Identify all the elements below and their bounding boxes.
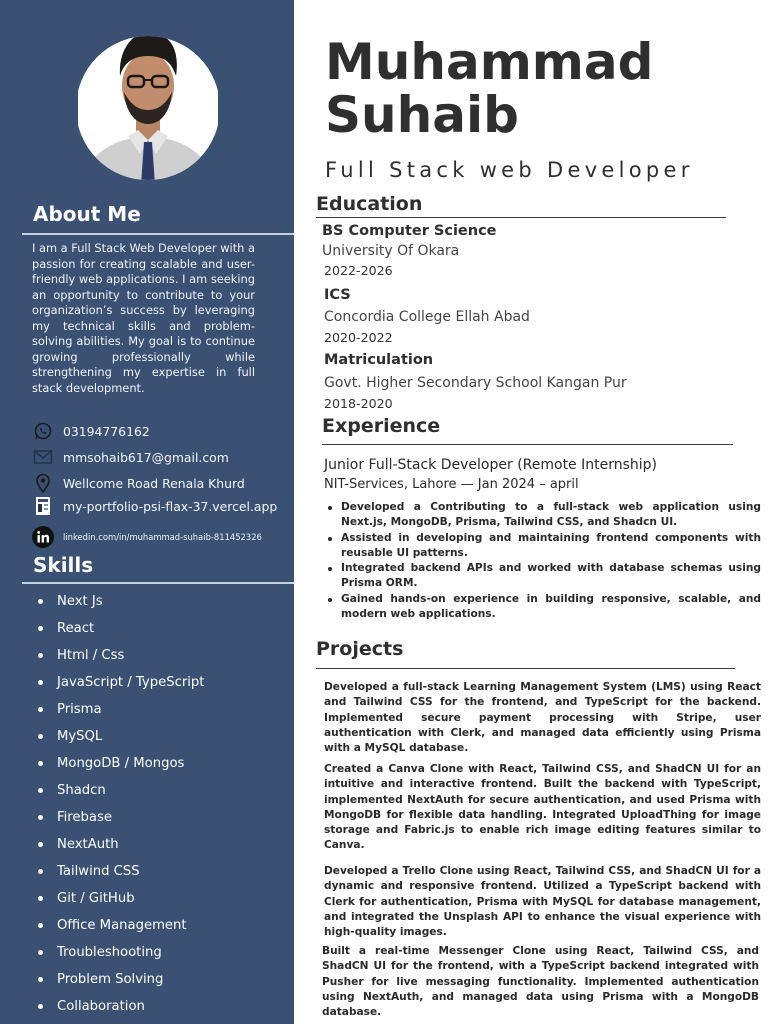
linkedin-icon [32, 527, 54, 547]
skill-item [38, 939, 204, 966]
project-description: Developed a full-stack Learning Management System (LMS) using React and Tailwind CSS for the frontend, and TypeScript for the backend. Implemented secure payment processing with Stripe, user authentication with Clerk, and managed data efficiently using Prisma with a MySQL database. [324, 681, 761, 755]
skill-label: Html / Css [57, 648, 125, 663]
bullet-icon [38, 653, 43, 658]
project-description: Developed a Trello Clone using React, Tailwind CSS, and ShadCN UI for a dynamic and responsive frontend. Utilized a TypeScript backend with Clerk for authentication, Prisma with MySQL for database management, and integrated the Unsplash API to enhance the visual experience with high-quality images. [324, 865, 761, 939]
profile-photo [78, 20, 218, 185]
contact-email[interactable] [32, 447, 229, 467]
skill-item [38, 642, 204, 669]
bullet-icon [38, 842, 43, 847]
skill-label: Prisma [57, 702, 102, 717]
job-title: Junior Full-Stack Developer (Remote Internship) [324, 457, 658, 473]
about-divider [22, 233, 294, 235]
skill-label: Next Js [57, 594, 103, 609]
whatsapp-icon [32, 421, 54, 441]
sidebar [0, 0, 294, 1024]
skill-item [38, 669, 204, 696]
skill-item [38, 723, 204, 750]
linkedin-link[interactable]: linkedin.com/in/muhammad-suhaib-811452326 [63, 532, 262, 542]
skill-item [38, 885, 204, 912]
bullet-icon [38, 680, 43, 685]
education-degree: Matriculation [324, 352, 434, 368]
bullet-icon [38, 1004, 43, 1009]
skill-item [38, 804, 204, 831]
skill-item [38, 831, 204, 858]
bullet-icon [38, 815, 43, 820]
projects-heading: Projects [316, 638, 404, 660]
education-degree: ICS [324, 287, 351, 303]
skill-item [38, 966, 204, 993]
bullet-icon [38, 896, 43, 901]
email-address: mmsohaib617@gmail.com [63, 449, 229, 465]
project-description: Created a Canva Clone with React, Tailwind CSS, and ShadCN UI for an intuitive and interactive frontend. Built the backend with TypeScript, implemented NextAuth for secure authentication, and used Prisma with MongoDB for flexible data handling. Integrated UploadThing for image storage and Fabric.js to enable rich image editing features similar to Canva. [324, 763, 761, 852]
contact-portfolio[interactable] [32, 496, 277, 516]
experience-bullet: Assisted in developing and maintaining frontend components with reusable UI patterns. [324, 531, 761, 562]
skill-label: MongoDB / Mongos [57, 756, 185, 771]
skill-label: MySQL [57, 729, 103, 744]
bullet-icon [38, 626, 43, 631]
skill-label: Git / GitHub [57, 891, 135, 906]
contact-address [32, 473, 245, 493]
contact-linkedin[interactable] [32, 527, 262, 547]
address-text: Wellcome Road Renala Khurd [63, 475, 245, 491]
skill-label: Shadcn [57, 783, 106, 798]
education-institution: University Of Okara [322, 243, 460, 259]
job-role: Full Stack web Developer [325, 158, 694, 182]
portfolio-icon [32, 496, 54, 516]
location-pin-icon [32, 473, 54, 493]
projects-divider [316, 668, 735, 669]
skills-heading: Skills [33, 553, 94, 577]
skill-item [38, 588, 204, 615]
contact-phone[interactable] [32, 421, 150, 441]
skill-item [38, 615, 204, 642]
skill-item [38, 993, 204, 1020]
skill-label: Collaboration [57, 999, 145, 1014]
skill-label: Tailwind CSS [57, 864, 140, 879]
email-icon [32, 447, 54, 467]
bullet-icon [38, 599, 43, 604]
skill-label: React [57, 621, 95, 636]
experience-divider [322, 444, 733, 445]
about-heading: About Me [33, 202, 141, 226]
bullet-icon [38, 788, 43, 793]
education-degree: BS Computer Science [322, 223, 497, 239]
skills-list [38, 588, 204, 1020]
bullet-icon [38, 977, 43, 982]
skill-label: JavaScript / TypeScript [57, 675, 205, 690]
bullet-icon [38, 734, 43, 739]
skill-item [38, 777, 204, 804]
experience-bullet: Integrated backend APIs and worked with database schemas using Prisma ORM. [324, 561, 761, 592]
experience-bullets [324, 500, 761, 622]
skill-label: Troubleshooting [57, 945, 162, 960]
skill-label: Firebase [57, 810, 112, 825]
about-text: I am a Full Stack Web Developer with a passion for creating scalable and user-friendly web applications. I am seeking an opportunity to contribute to your organization’s success by leveraging my technical skills and problem-solving abilities. My goal is to continue growing professionally while strengthening my expertise in full stack development. [32, 241, 255, 395]
skill-item [38, 858, 204, 885]
profile-photo-avatar-icon [78, 20, 218, 185]
project-description: Built a real-time Messenger Clone using React, Tailwind CSS, and ShadCN UI for the frontend, with a TypeScript backend integrated with Pusher for live messaging functionality. Implemented authentication using NextAuth, and managed data using Prisma with a MongoDB database. [322, 945, 759, 1019]
experience-bullet: Gained hands-on experience in building responsive, scalable, and modern web applications. [324, 592, 761, 623]
portfolio-link[interactable]: my-portfolio-psi-flax-37.vercel.app [63, 498, 278, 514]
candidate-name: Muhammad Suhaib [325, 33, 654, 144]
phone-number: 03194776162 [63, 423, 150, 439]
experience-bullet: Developed a Contributing to a full-stack web application using Next.js, MongoDB, Prisma, Tailwind CSS, and Shadcn UI. [324, 500, 761, 531]
skill-item [38, 750, 204, 777]
skill-item [38, 696, 204, 723]
skill-item [38, 912, 204, 939]
education-divider [316, 217, 726, 218]
education-institution: Concordia College Ellah Abad [324, 309, 530, 325]
education-years: 2018-2020 [324, 396, 393, 411]
bullet-icon [38, 869, 43, 874]
bullet-icon [38, 923, 43, 928]
education-heading: Education [316, 193, 423, 215]
education-institution: Govt. Higher Secondary School Kangan Pur [324, 375, 627, 391]
experience-heading: Experience [322, 415, 441, 437]
education-years: 2022-2026 [324, 263, 393, 278]
skill-label: Problem Solving [57, 972, 164, 987]
skills-divider [22, 582, 294, 584]
skill-label: Office Management [57, 918, 187, 933]
bullet-icon [38, 761, 43, 766]
skill-label: NextAuth [57, 837, 119, 852]
job-company: NIT-Services, Lahore — Jan 2024 – april [324, 477, 579, 492]
bullet-icon [38, 950, 43, 955]
bullet-icon [38, 707, 43, 712]
education-years: 2020-2022 [324, 330, 393, 345]
